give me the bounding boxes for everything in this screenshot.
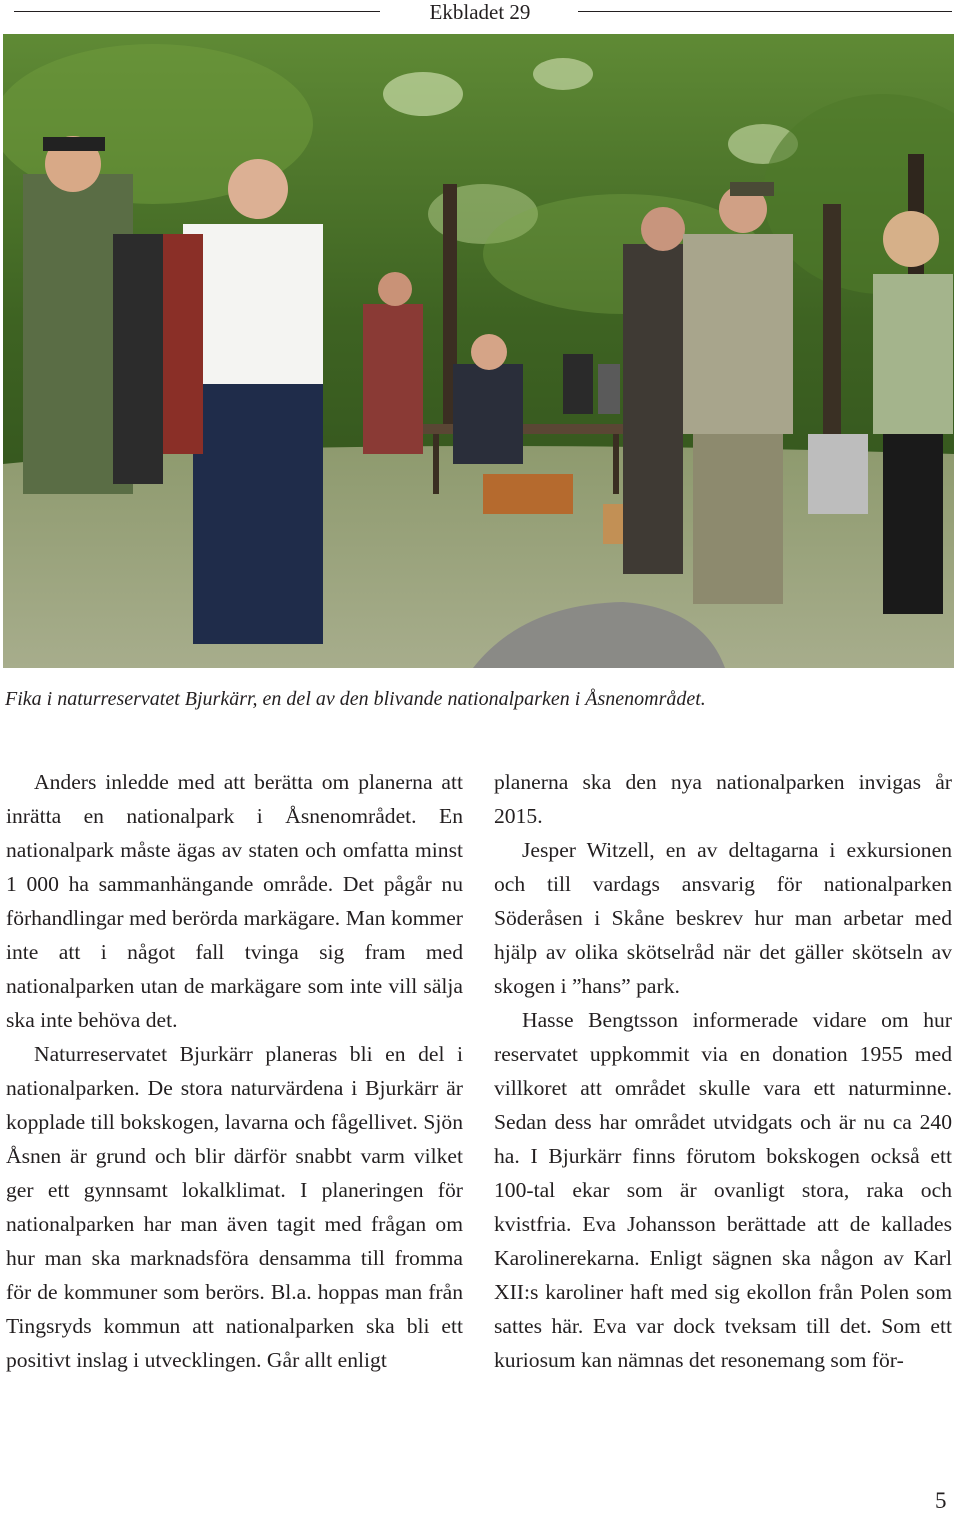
publication-title: Ekbladet 29: [429, 0, 531, 24]
page-header: [0, 0, 960, 26]
article-photo: [3, 34, 954, 668]
paragraph: Naturreservatet Bjurkärr planeras bli en del i nationalparken. De stora naturvärdena i Bjurkärr är kopplade till bokskogen, lavarna och fågellivet. Sjön Åsnen är grund och blir därför snabbt varm vilket ger ett gynnsamt lokalklimat. I planeringen för nationalparken har man även tagit med frågan om hur man ska marknadsföra densamma till fromma för de kommuner som berörs. Bl.a. hoppas man från Tingsryds kommun att nationalparken ska bli ett positivt inslag i utvecklingen. Går allt enligt: [6, 1042, 463, 1372]
paragraph: planerna ska den nya nationalparken invigas år 2015.: [494, 770, 952, 828]
header-rule-right: [578, 11, 952, 12]
photo-caption: Fika i naturreservatet Bjurkärr, en del av den blivande nationalparken i Åsnenområdet.: [5, 688, 706, 710]
article-column-left: [6, 765, 463, 1377]
paragraph: Hasse Bengtsson informerade vidare om hur reservatet uppkommit via en donation 1955 med villkoret att området skulle vara ett naturminne. Sedan dess har området utvidgats och är nu ca 240 ha. I Bjurkärr finns förutom bokskogen också ett 100-tal ekar som är ovanligt stora, raka och kvistfria. Eva Johansson berättade att de kallades Karolinerekarna. Enligt sägnen ska någon av Karl XII:s karoliner haft med sig ekollon från Polen som sattes här. Eva var dock tveksam till det. Som ett kuriosum kan nämnas det resonemang som för-: [494, 1008, 952, 1372]
article-column-right: [494, 765, 952, 1377]
paragraph: Jesper Witzell, en av deltagarna i exkursionen och till vardags ansvarig för nationalparken Söderåsen i Skåne beskrev hur man arbetar med hjälp av olika skötselråd när det gäller skötseln av skogen i ”hans” park.: [494, 838, 952, 998]
paragraph: Anders inledde med att berätta om planerna att inrätta en nationalpark i Åsnenområdet. En nationalpark måste ägas av staten och omfatta minst 1 000 ha sammanhängande område. Det pågår nu förhandlingar med berörda markägare. Man kommer inte att i något fall tvinga sig fram med nationalparken utan de markägare som inte vill sälja ska inte behöva det.: [6, 770, 463, 1032]
photo-illustration: [3, 34, 954, 668]
page-number: 5: [935, 1488, 947, 1513]
